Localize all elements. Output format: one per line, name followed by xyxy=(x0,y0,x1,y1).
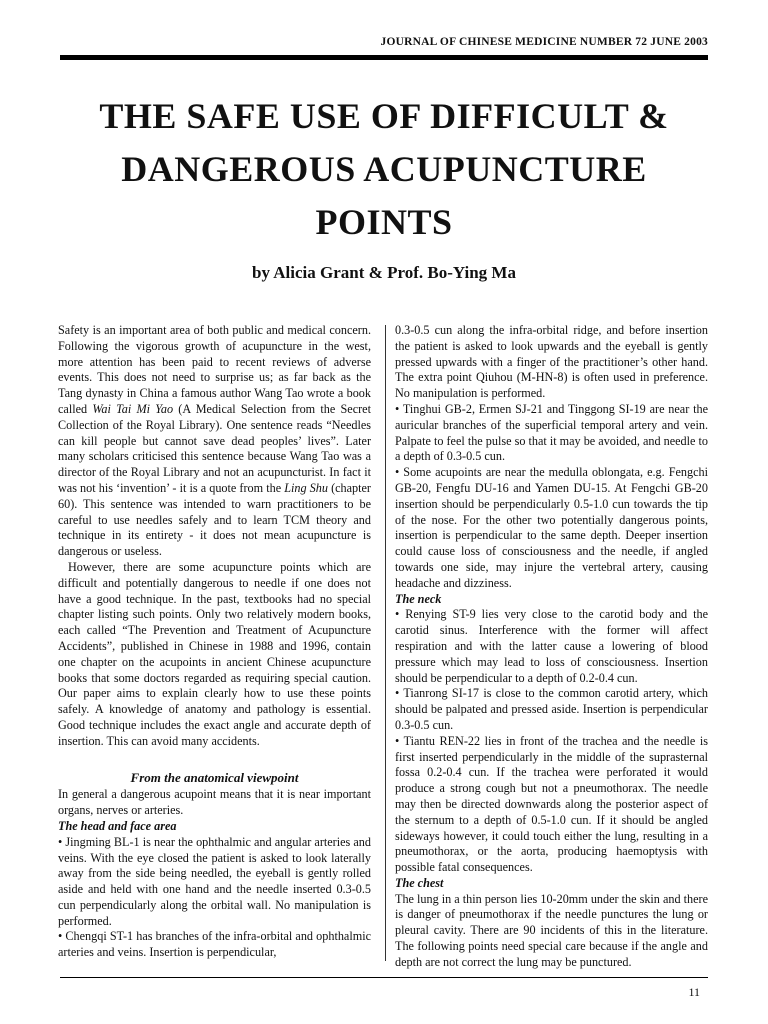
bullet-paragraph: • Jingming BL-1 is near the ophthalmic and angular arteries and veins. With the eye closed the patient is asked to look laterally away from the side being needled, the eyeball is gently rolled aside and held with one hand and the needle inserted 0.3-0.5 cun perpendicularly along the orbital wall. No manipulation is performed. xyxy=(58,834,371,928)
column-divider xyxy=(385,325,386,961)
header-rule xyxy=(60,55,708,60)
left-column xyxy=(58,323,371,961)
journal-header: JOURNAL OF CHINESE MEDICINE NUMBER 72 JUNE 2003 xyxy=(380,36,708,48)
footer-rule xyxy=(60,977,708,978)
intro-text-c: (chapter 60). This sentence was intended to warn practitioners to be careful to use needles safely and to learn TCM theory and technique in its entirety - it does not mean acupuncture is dangerous or useless. xyxy=(58,480,371,559)
bullet-paragraph: • Tianrong SI-17 is close to the common carotid artery, which should be palpated and pressed aside. Insertion is perpendicular 0.3-0.5 cun. xyxy=(395,686,708,732)
subsection-heading: The neck xyxy=(395,591,442,606)
section-heading: From the anatomical viewpoint xyxy=(130,769,299,785)
article-title xyxy=(40,90,728,249)
intro-paragraph xyxy=(58,323,371,560)
subsection-heading: The chest xyxy=(395,875,444,890)
body-paragraph: The lung in a thin person lies 10-20mm under the skin and there is danger of pneumothorax if the needle punctures the lung or pleural cavity. There are 90 incidents of this in the literature. The following points need special care because if the angle and depth are not correct the lung may be punctured. xyxy=(395,891,708,969)
right-column xyxy=(395,323,708,971)
bullet-paragraph: • Tiantu REN-22 lies in front of the trachea and the needle is first inserted perpendicularly in the middle of the suprasternal fossa 0.2-0.4 cun. If the trachea were perforated it would produce a strong cough but not a pneumothorax. The needle may then be directed downwards along the posterior aspect of the sternum to a depth of 0.5-1.0 cun. If it should be angled sideways however, it could touch either the lung, resulting in a pneumothorax, or the aorta, producing haemoptysis with possible fatal consequences. xyxy=(395,733,708,875)
book-title-ling-shu: Ling Shu xyxy=(284,480,328,495)
body-paragraph: In general a dangerous acupoint means that it is near important organs, nerves or arteries. xyxy=(58,787,371,818)
author-byline: by Alicia Grant & Prof. Bo-Ying Ma xyxy=(252,263,516,282)
bullet-paragraph: • Some acupoints are near the medulla oblongata, e.g. Fengchi GB-20, Fengfu DU-16 and Yamen DU-15. At Fengchi GB-20 insertion should be perpendicularly 0.5-1.0 cun towards the tip of the nose. For the other two potentially dangerous points, insertion is perpendicular to the same depth. Deeper insertion could cause loss of consciousness and the needle, if angled towards one side, may injure the vertebral artery, causing headache and dizziness. xyxy=(395,465,708,590)
bullet-paragraph: • Chengqi ST-1 has branches of the infra-orbital and ophthalmic arteries and veins. Insertion is perpendicular, xyxy=(58,929,371,960)
intro-text-b: (A Medical Selection from the Secret Collection of the Royal Library). One sentence reads “Needles can kill people but cannot save dead peoples’ lives”. Later many scholars criticised this sentence because Wang Tao was a director of the Royal Library and not an acupuncturist. In fact it was not his ‘invention’ - it is a quote from the xyxy=(58,401,371,495)
body-paragraph: However, there are some acupuncture points which are difficult and potentially dangerous to needle if one does not have a good technique. In the past, textbooks had no special chapter listing such points. Only two relatively modern books, each called “The Prevention and Treatment of Acupuncture Accidents”, published in Chinese in 1988 and 1996, contain one chapter on the acupoints in ancient Chinese acupuncture books that some doctors regarded as requiring special caution. Our paper aims to explain clearly how to use these points safely. A knowledge of anatomy and pathology is essential. Good technique includes the exact angle and accurate depth of insertion. This can avoid many accidents. xyxy=(58,559,371,748)
page-number: 11 xyxy=(688,985,700,999)
book-title-wai-tai-mi-yao: Wai Tai Mi Yao xyxy=(92,401,174,416)
title-line-1: THE SAFE USE OF DIFFICULT & xyxy=(99,96,669,136)
bullet-paragraph: • Tinghui GB-2, Ermen SJ-21 and Tinggong SI-19 are near the auricular branches of the superficial temporal artery and vein. Palpate to feel the pulse so that it may be avoided, and needle to a depth of 0.3-0.5 cun. xyxy=(395,401,708,464)
title-line-2: DANGEROUS ACUPUNCTURE xyxy=(121,149,647,189)
body-paragraph: 0.3-0.5 cun along the infra-orbital ridge, and before insertion the patient is asked to look upwards and the eyeball is gently pressed upwards with a finger of the practitioner’s other hand. The extra point Qiuhou (M-HN-8) is often used in preference. No manipulation is performed. xyxy=(395,323,708,401)
intro-text-a: Safety is an important area of both public and medical concern. Following the vigorous growth of acupuncture in the west, more attention has been paid to recent reviews of adverse events. This does not need to surprise us; as far back as the Tang dynasty in China a famous author Wang Tao wrote a book called xyxy=(58,323,371,416)
subsection-heading: The head and face area xyxy=(58,818,177,833)
bullet-paragraph: • Renying ST-9 lies very close to the carotid body and the carotid sinus. Interference with the former will affect respiration and with the latter cause a lowering of blood pressure which may lead to loss of consciousness. Insertion should be perpendicular to a depth of 0.2-0.4 cun. xyxy=(395,607,708,685)
title-line-3: POINTS xyxy=(315,202,453,242)
